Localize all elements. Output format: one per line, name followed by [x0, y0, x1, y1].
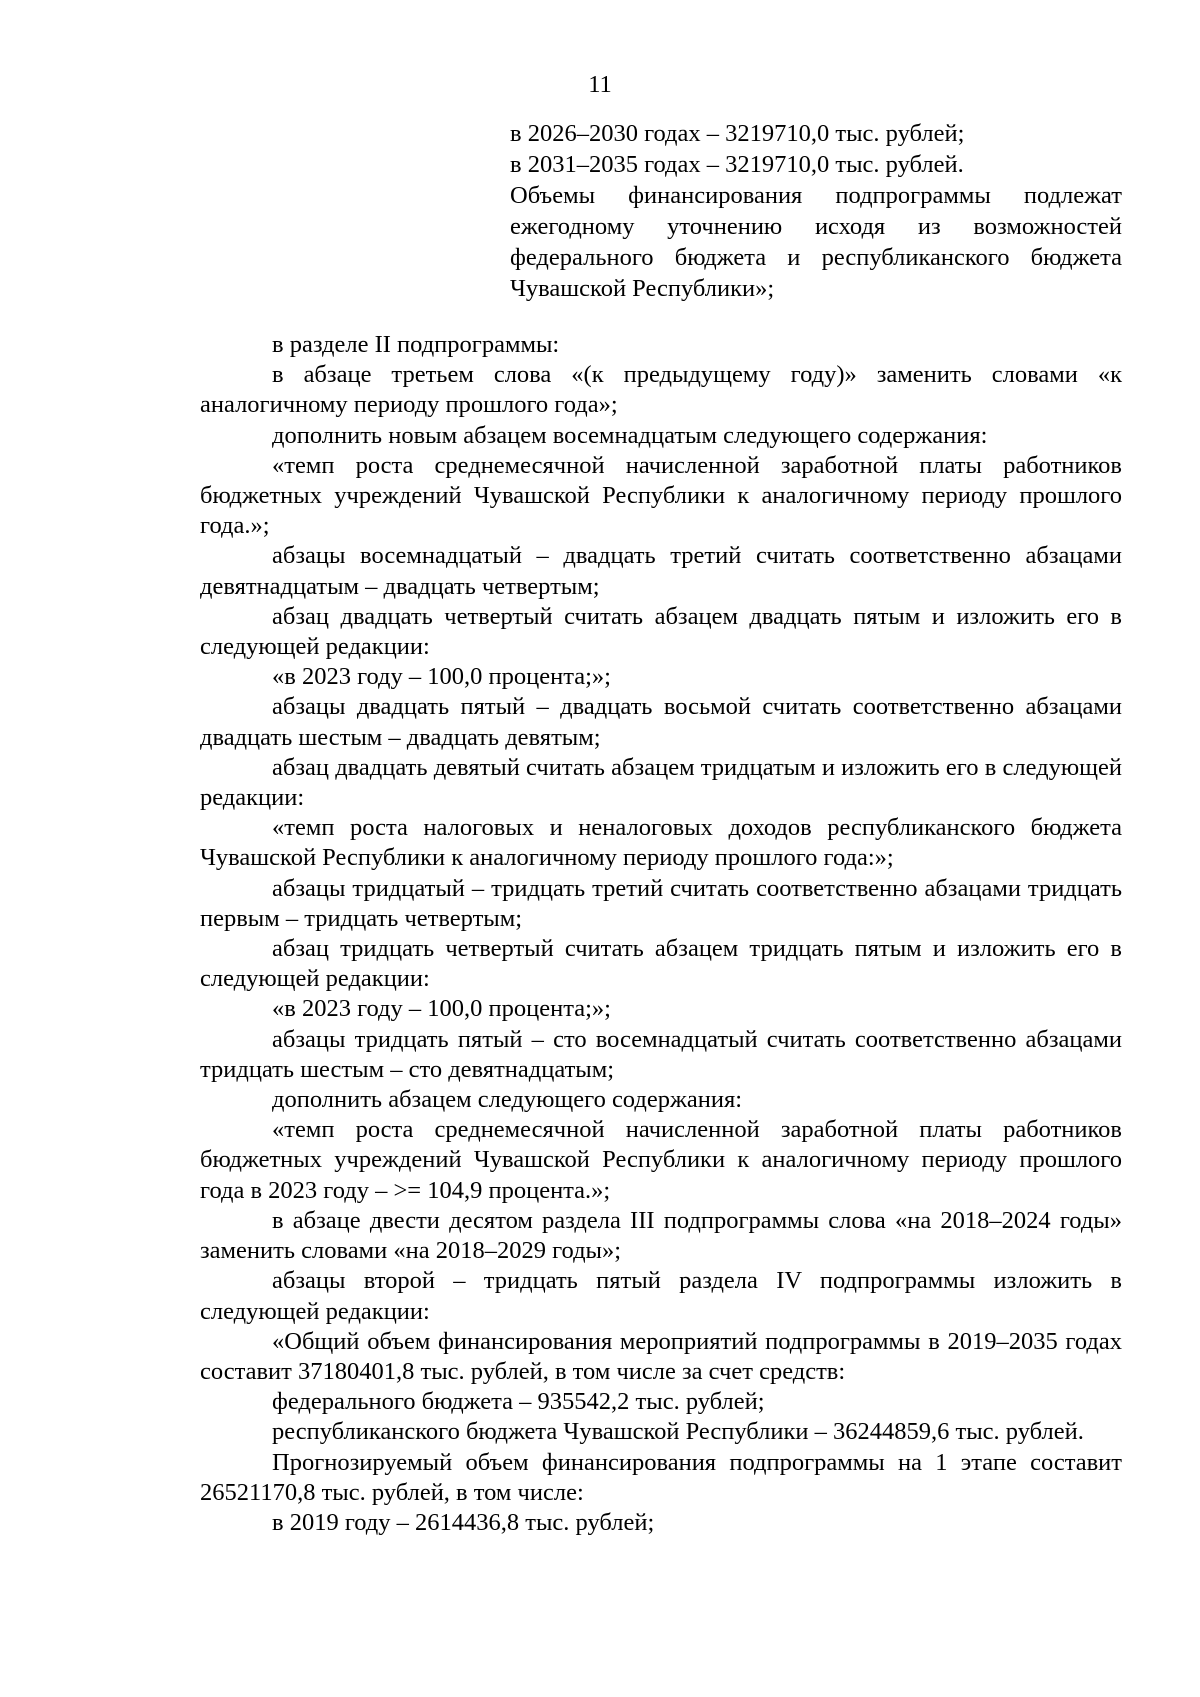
paragraph: в абзаце третьем слова «(к предыдущему году)» заменить словами «к аналогичному периоду прошлого года»;	[200, 361, 1122, 419]
page-number: 11	[588, 71, 612, 98]
paragraph: в абзаце двести десятом раздела III подпрограммы слова «на 2018–2024 годы» заменить словами «на 2018–2029 годы»;	[200, 1206, 1122, 1265]
paragraph: «в 2023 году – 100,0 процента;»;	[272, 663, 611, 691]
paragraph: «темп роста налоговых и неналоговых доходов республиканского бюджета Чувашской Республики к аналогичному периоду прошлого года:»;	[200, 814, 1122, 872]
paragraph: абзацы двадцать пятый – двадцать восьмой считать соответственно абзацами двадцать шестым – двадцать девятым;	[200, 693, 1122, 751]
paragraph: абзац двадцать четвертый считать абзацем двадцать пятым и изложить его в следующей редакции:	[200, 602, 1122, 661]
paragraph: в 2019 году – 2614436,8 тыс. рублей;	[272, 1508, 655, 1536]
paragraph: абзацы тридцатый – тридцать третий считать соответственно абзацами тридцать первым – тридцать четвертым;	[200, 874, 1122, 932]
paragraph: «темп роста среднемесячной начисленной заработной платы работников бюджетных учреждений Чувашской Республики к аналогичному периоду прошлого года в 2023 году – >= 104,9 процента.»;	[200, 1116, 1122, 1204]
financing-note: Объемы финансирования подпрограммы подлежат ежегодному уточнению исходя из возможностей федерального бюджета и республиканского бюджета Чувашской Республики»;	[510, 182, 1122, 302]
paragraph: абзацы тридцать пятый – сто восемнадцатый считать соответственно абзацами тридцать шестым – сто девятнадцатым;	[200, 1025, 1122, 1083]
paragraph: дополнить новым абзацем восемнадцатым следующего содержания:	[272, 421, 988, 449]
paragraph: в разделе II подпрограммы:	[272, 331, 560, 358]
financing-line: в 2026–2030 годах – 3219710,0 тыс. рублей;	[510, 120, 965, 147]
paragraph: абзацы второй – тридцать пятый раздела IV подпрограммы изложить в следующей редакции:	[200, 1267, 1122, 1325]
paragraph: дополнить абзацем следующего содержания:	[272, 1086, 743, 1114]
financing-block	[510, 118, 1122, 304]
paragraph: федерального бюджета – 935542,2 тыс. рублей;	[272, 1388, 765, 1416]
paragraph: абзац двадцать девятый считать абзацем тридцатым и изложить его в следующей редакции:	[200, 753, 1122, 812]
paragraph: абзац тридцать четвертый считать абзацем тридцать пятым и изложить его в следующей редакции:	[200, 935, 1122, 993]
paragraph: «в 2023 году – 100,0 процента;»;	[272, 995, 611, 1023]
financing-line: в 2031–2035 годах – 3219710,0 тыс. рублей.	[510, 151, 964, 178]
paragraph: «Общий объем финансирования мероприятий подпрограммы в 2019–2035 годах составит 37180401,8 тыс. рублей, в том числе за счет средств:	[200, 1327, 1122, 1385]
paragraph: «темп роста среднемесячной начисленной заработной платы работников бюджетных учреждений Чувашской Республики к аналогичному периоду прошлого года.»;	[200, 451, 1122, 540]
paragraph: Прогнозируемый объем финансирования подпрограммы на 1 этапе составит 26521170,8 тыс. рублей, в том числе:	[200, 1448, 1122, 1506]
paragraph: республиканского бюджета Чувашской Республики – 36244859,6 тыс. рублей.	[272, 1418, 1084, 1446]
paragraph: абзацы восемнадцатый – двадцать третий считать соответственно абзацами девятнадцатым – двадцать четвертым;	[200, 542, 1122, 600]
document-body	[200, 330, 1122, 1538]
